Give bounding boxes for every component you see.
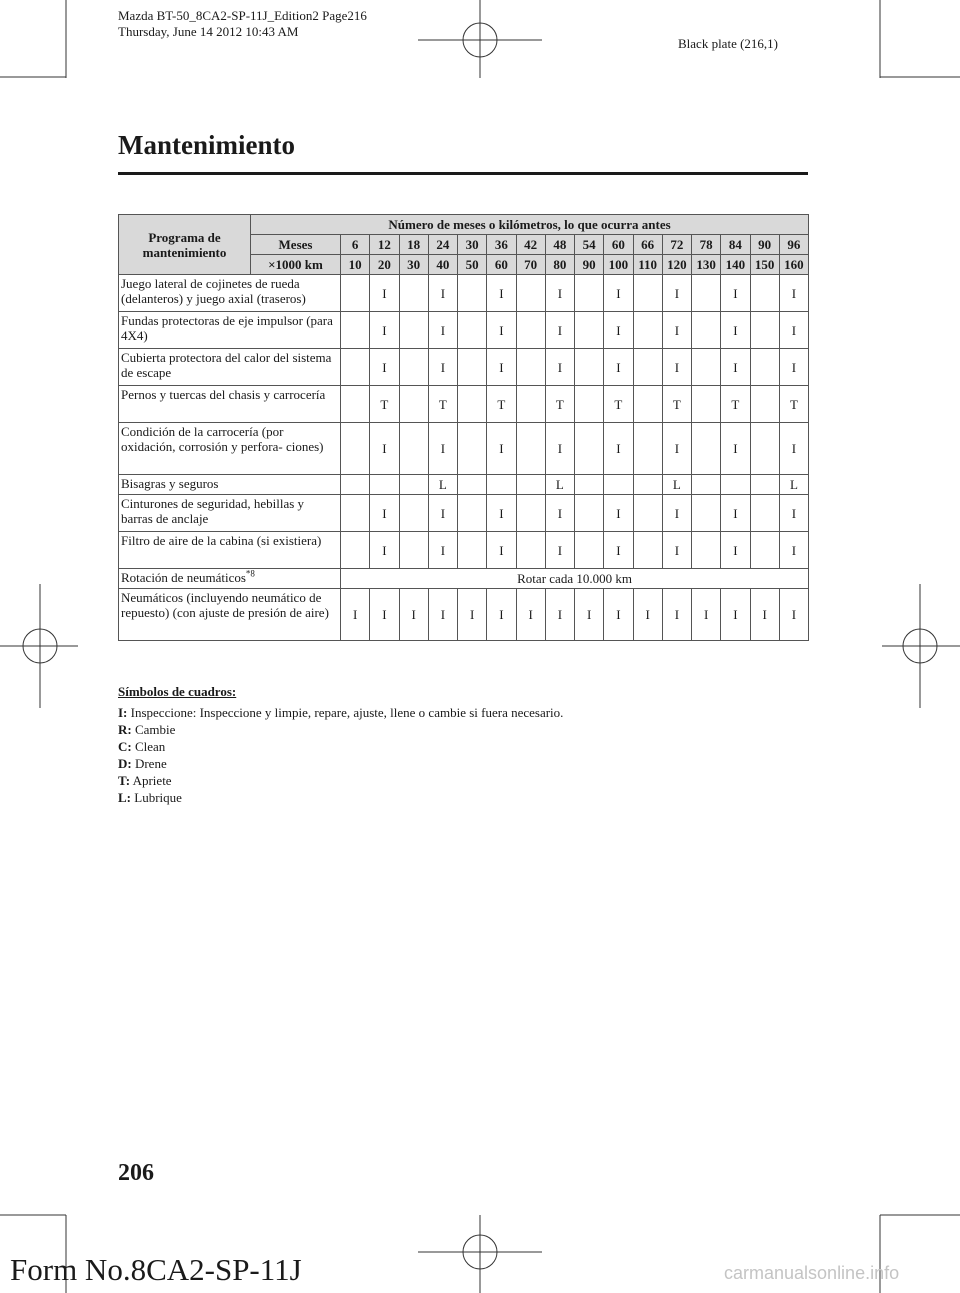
print-header: [118, 8, 367, 40]
schedule-cell: [516, 495, 545, 532]
schedule-cell: L: [428, 475, 457, 495]
schedule-cell: [516, 386, 545, 423]
schedule-cell: [750, 386, 779, 423]
schedule-cell: [341, 275, 370, 312]
schedule-cell: [633, 275, 662, 312]
table-row: [119, 532, 809, 569]
schedule-cell: T: [370, 386, 399, 423]
schedule-cell: I: [604, 312, 633, 349]
schedule-cell: [458, 386, 487, 423]
schedule-cell: I: [370, 532, 399, 569]
month-header-cell: 36: [487, 235, 516, 255]
row-label: [119, 569, 341, 589]
legend-key: R:: [118, 722, 132, 737]
km-header-cell: 80: [545, 255, 574, 275]
km-header-cell: 130: [692, 255, 721, 275]
schedule-cell: [575, 423, 604, 475]
table-row: [119, 275, 809, 312]
table-row: [119, 349, 809, 386]
table-row: [119, 386, 809, 423]
schedule-cell: [692, 475, 721, 495]
km-header-cell: 140: [721, 255, 750, 275]
legend-key: T:: [118, 773, 131, 788]
schedule-cell: [341, 475, 370, 495]
schedule-cell: [633, 423, 662, 475]
schedule-cell: [458, 423, 487, 475]
schedule-cell: I: [487, 589, 516, 641]
row-label-text: Rotación de neumáticos: [121, 570, 246, 585]
schedule-cell: [458, 312, 487, 349]
legend-text: Inspeccione: Inspeccione y limpie, repare, ajuste, llene o cambie si fuera necesario.: [130, 705, 564, 720]
schedule-cell: I: [370, 275, 399, 312]
row-label: Cubierta protectora del calor del sistema de escape: [119, 349, 341, 386]
schedule-cell: [341, 423, 370, 475]
schedule-cell: I: [575, 589, 604, 641]
schedule-cell: I: [487, 312, 516, 349]
schedule-cell: [692, 386, 721, 423]
month-header-cell: 78: [692, 235, 721, 255]
schedule-cell: T: [779, 386, 808, 423]
schedule-cell: T: [487, 386, 516, 423]
schedule-cell: I: [370, 495, 399, 532]
km-label: ×1000 km: [251, 255, 341, 275]
schedule-cell: I: [545, 423, 574, 475]
table-row: [119, 589, 809, 641]
legend: [118, 683, 563, 806]
schedule-cell: I: [779, 532, 808, 569]
schedule-cell: [399, 275, 428, 312]
schedule-cell: L: [545, 475, 574, 495]
schedule-cell: [399, 386, 428, 423]
schedule-cell: I: [516, 589, 545, 641]
legend-item: [118, 704, 563, 721]
schedule-cell: [399, 312, 428, 349]
schedule-cell: I: [721, 589, 750, 641]
legend-key: D:: [118, 756, 132, 771]
schedule-cell: [692, 312, 721, 349]
schedule-cell: [516, 423, 545, 475]
table-row: [119, 475, 809, 495]
km-header-cell: 150: [750, 255, 779, 275]
schedule-cell: I: [428, 275, 457, 312]
legend-title: Símbolos de cuadros:: [118, 684, 237, 699]
schedule-cell: I: [487, 275, 516, 312]
schedule-cell: [692, 495, 721, 532]
row-label: Juego lateral de cojinetes de rueda (delanteros) y juego axial (traseros): [119, 275, 341, 312]
schedule-cell: I: [779, 589, 808, 641]
legend-text: Lubrique: [134, 790, 182, 805]
km-header-cell: 10: [341, 255, 370, 275]
schedule-cell: [633, 475, 662, 495]
schedule-cell: [399, 532, 428, 569]
schedule-cell: L: [662, 475, 691, 495]
schedule-cell: [458, 495, 487, 532]
schedule-cell: [516, 275, 545, 312]
month-header-cell: 72: [662, 235, 691, 255]
schedule-cell: [458, 532, 487, 569]
form-number: Form No.8CA2-SP-11J: [10, 1252, 302, 1287]
schedule-cell: I: [487, 423, 516, 475]
schedule-cell: [575, 275, 604, 312]
schedule-cell: [575, 532, 604, 569]
legend-item: [118, 738, 563, 755]
month-header-cell: 66: [633, 235, 662, 255]
month-header-cell: 6: [341, 235, 370, 255]
schedule-cell: I: [341, 589, 370, 641]
schedule-cell: T: [428, 386, 457, 423]
schedule-cell: I: [604, 532, 633, 569]
schedule-cell: I: [604, 349, 633, 386]
footnote-marker: *8: [245, 568, 255, 579]
schedule-cell: [721, 475, 750, 495]
month-header-cell: 48: [545, 235, 574, 255]
month-header-cell: 42: [516, 235, 545, 255]
schedule-cell: [750, 349, 779, 386]
schedule-cell: [750, 532, 779, 569]
month-header-cell: 90: [750, 235, 779, 255]
print-header-line2: Thursday, June 14 2012 10:43 AM: [118, 24, 299, 39]
schedule-cell: I: [604, 423, 633, 475]
schedule-cell: I: [721, 349, 750, 386]
schedule-cell: I: [604, 495, 633, 532]
km-header-cell: 50: [458, 255, 487, 275]
month-header-cell: 54: [575, 235, 604, 255]
km-header-cell: 60: [487, 255, 516, 275]
schedule-cell: I: [604, 275, 633, 312]
legend-key: C:: [118, 739, 132, 754]
schedule-cell: I: [721, 275, 750, 312]
row-label: Condición de la carrocería (por oxidación, corrosión y perfora- ciones): [119, 423, 341, 475]
schedule-cell: [516, 312, 545, 349]
schedule-cell: L: [779, 475, 808, 495]
schedule-cell: [750, 423, 779, 475]
schedule-cell: I: [692, 589, 721, 641]
months-label: Meses: [251, 235, 341, 255]
legend-text: Drene: [134, 756, 167, 771]
km-header-cell: 100: [604, 255, 633, 275]
schedule-cell: I: [779, 495, 808, 532]
month-header-cell: 18: [399, 235, 428, 255]
schedule-cell: I: [721, 423, 750, 475]
legend-item: [118, 789, 563, 806]
schedule-cell: [692, 275, 721, 312]
schedule-cell: I: [779, 423, 808, 475]
schedule-cell: [399, 423, 428, 475]
legend-text: Apriete: [132, 773, 172, 788]
schedule-cell: I: [428, 589, 457, 641]
legend-key: L:: [118, 790, 131, 805]
schedule-cell: I: [779, 349, 808, 386]
schedule-cell: [692, 349, 721, 386]
schedule-cell: I: [399, 589, 428, 641]
schedule-cell: I: [428, 532, 457, 569]
schedule-cell: I: [633, 589, 662, 641]
schedule-cell: I: [370, 423, 399, 475]
schedule-cell: [575, 349, 604, 386]
month-header-cell: 12: [370, 235, 399, 255]
schedule-cell: [399, 349, 428, 386]
schedule-cell: [633, 312, 662, 349]
km-header-cell: 120: [662, 255, 691, 275]
schedule-cell: I: [750, 589, 779, 641]
legend-item: [118, 721, 563, 738]
schedule-cell: [399, 475, 428, 495]
schedule-cell: I: [428, 423, 457, 475]
month-header-cell: 96: [779, 235, 808, 255]
schedule-cell: [575, 475, 604, 495]
schedule-cell: [604, 475, 633, 495]
schedule-cell: I: [545, 312, 574, 349]
schedule-cell: I: [487, 349, 516, 386]
schedule-cell: I: [545, 589, 574, 641]
schedule-cell: [516, 532, 545, 569]
km-header-cell: 90: [575, 255, 604, 275]
month-header-cell: 30: [458, 235, 487, 255]
schedule-cell: [575, 312, 604, 349]
legend-item: [118, 755, 563, 772]
legend-text: Cambie: [134, 722, 176, 737]
schedule-cell: I: [428, 312, 457, 349]
schedule-cell: I: [487, 532, 516, 569]
schedule-cell: I: [662, 532, 691, 569]
schedule-cell: I: [662, 589, 691, 641]
schedule-cell: [487, 475, 516, 495]
table-row: [119, 569, 809, 589]
row-label: Neumáticos (incluyendo neumático de repuesto) (con ajuste de presión de aire): [119, 589, 341, 641]
legend-key: I:: [118, 705, 128, 720]
schedule-cell: I: [662, 423, 691, 475]
schedule-cell: [341, 312, 370, 349]
corner-label: Programa de mantenimiento: [119, 215, 251, 275]
plate-label: Black plate (216,1): [678, 36, 778, 51]
schedule-cell: I: [428, 495, 457, 532]
km-header-cell: 160: [779, 255, 808, 275]
title-rule: [118, 172, 808, 175]
watermark: carmanualsonline.info: [724, 1263, 900, 1283]
schedule-cell: [633, 386, 662, 423]
month-header-cell: 24: [428, 235, 457, 255]
row-label: Pernos y tuercas del chasis y carrocería: [119, 386, 341, 423]
schedule-cell: [516, 349, 545, 386]
schedule-cell: I: [662, 275, 691, 312]
schedule-cell: T: [545, 386, 574, 423]
km-header-cell: 70: [516, 255, 545, 275]
schedule-cell: [692, 423, 721, 475]
schedule-cell: I: [545, 275, 574, 312]
schedule-cell: I: [545, 532, 574, 569]
schedule-cell: [458, 275, 487, 312]
schedule-cell: [575, 495, 604, 532]
row-label: Cinturones de seguridad, hebillas y barras de anclaje: [119, 495, 341, 532]
table-row: [119, 423, 809, 475]
schedule-cell: [341, 495, 370, 532]
schedule-cell: I: [721, 495, 750, 532]
schedule-cell: I: [662, 349, 691, 386]
schedule-cell: I: [370, 589, 399, 641]
km-header-cell: 40: [428, 255, 457, 275]
schedule-cell: I: [662, 495, 691, 532]
print-header-line1: Mazda BT-50_8CA2-SP-11J_Edition2 Page216: [118, 8, 367, 23]
schedule-cell: I: [779, 312, 808, 349]
schedule-cell: I: [662, 312, 691, 349]
schedule-cell: I: [370, 312, 399, 349]
schedule-cell: [458, 349, 487, 386]
month-header-cell: 84: [721, 235, 750, 255]
top-header: Número de meses o kilómetros, lo que ocurra antes: [251, 215, 809, 235]
schedule-cell: [633, 349, 662, 386]
schedule-cell: I: [458, 589, 487, 641]
km-header-cell: 30: [399, 255, 428, 275]
schedule-cell: [575, 386, 604, 423]
schedule-cell: I: [721, 532, 750, 569]
schedule-cell: [399, 495, 428, 532]
schedule-cell: I: [779, 275, 808, 312]
table-row: [119, 312, 809, 349]
schedule-cell: [750, 275, 779, 312]
schedule-cell: I: [721, 312, 750, 349]
schedule-cell: I: [604, 589, 633, 641]
rotation-interval: Rotar cada 10.000 km: [341, 569, 809, 589]
month-header-cell: 60: [604, 235, 633, 255]
schedule-cell: [750, 475, 779, 495]
legend-item: [118, 772, 563, 789]
schedule-cell: I: [370, 349, 399, 386]
schedule-cell: [692, 532, 721, 569]
section-title: Mantenimiento: [118, 130, 295, 160]
schedule-cell: T: [604, 386, 633, 423]
row-label: Filtro de aire de la cabina (si existiera): [119, 532, 341, 569]
schedule-cell: I: [487, 495, 516, 532]
schedule-cell: [516, 475, 545, 495]
schedule-cell: T: [721, 386, 750, 423]
schedule-cell: [633, 532, 662, 569]
row-label: Fundas protectoras de eje impulsor (para 4X4): [119, 312, 341, 349]
schedule-cell: T: [662, 386, 691, 423]
schedule-cell: [750, 495, 779, 532]
schedule-cell: I: [545, 495, 574, 532]
schedule-cell: [370, 475, 399, 495]
km-header-cell: 110: [633, 255, 662, 275]
schedule-cell: [341, 532, 370, 569]
maintenance-schedule-table: [118, 214, 809, 641]
schedule-cell: [750, 312, 779, 349]
schedule-cell: [341, 386, 370, 423]
legend-text: Clean: [134, 739, 166, 754]
row-label: Bisagras y seguros: [119, 475, 341, 495]
page-number: 206: [118, 1160, 154, 1186]
schedule-cell: [341, 349, 370, 386]
schedule-cell: [633, 495, 662, 532]
schedule-cell: I: [545, 349, 574, 386]
schedule-cell: [458, 475, 487, 495]
km-header-cell: 20: [370, 255, 399, 275]
table-row: [119, 495, 809, 532]
schedule-cell: I: [428, 349, 457, 386]
